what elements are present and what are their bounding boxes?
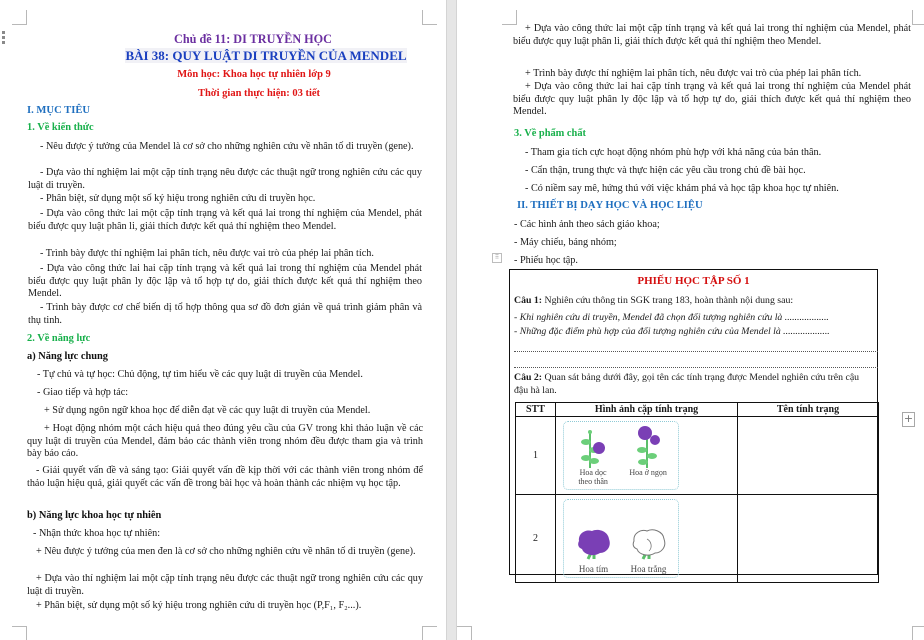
knowledge-item: - Dựa vào công thức lai hai cặp tính trạng và kết quả lai trong thí nghiệm của Mendel phát biểu được quy luật phân ly độc lập và tổ hợp tự do, giải thích được kết quả thí nghiệm theo Mendel. (28, 263, 422, 300)
trait-image-flower-position (563, 421, 679, 490)
knowledge-item: - Dựa vào công thức lai một cặp tính trạng và kết quả lai trong thí nghiệm của Mendel, phát biểu được quy luật phân li, giải thích được kết quả thí nghiệm theo Mendel. (28, 208, 422, 232)
question-1-blank-2[interactable]: - Những đặc điểm phù hợp của đối tượng nghiên cứu của Mendel là ................... (514, 326, 830, 337)
axial-flower-plant-icon (578, 428, 608, 468)
duration-line: Thời gian thực hiện: 03 tiết (197, 88, 321, 99)
column-header-image: Hình ảnh cặp tính trạng (556, 403, 738, 417)
subheading-science-competence: b) Năng lực khoa học tự nhiên (27, 510, 162, 521)
answer-line[interactable] (514, 367, 878, 368)
trait-name-cell[interactable] (738, 417, 879, 495)
general-competence-item: - Giao tiếp và hợp tác: (37, 387, 129, 398)
traits-table (515, 402, 879, 583)
science-competence-item: - Nhận thức khoa học tự nhiên: (33, 528, 161, 539)
terminal-flower-plant-icon (633, 424, 663, 468)
equipment-item: - Máy chiếu, bảng nhóm; (514, 237, 617, 248)
table-move-handle-icon[interactable]: ⠿ (492, 253, 502, 263)
table-row (516, 417, 879, 495)
row-number: 1 (516, 417, 556, 495)
knowledge-item: - Trình bày được cơ chế biến dị tổ hợp thông qua sơ đồ đơn giản về quá trình giảm phân và thụ tinh. (28, 302, 422, 326)
science-competence-item: + Trình bày được thí nghiệm lai phân tích, nêu được vai trò của phép lai phân tích. (525, 68, 862, 79)
subheading-general-competence: a) Năng lực chung (27, 351, 108, 362)
knowledge-item: - Nêu được ý tưởng của Mendel là cơ sở cho những nghiên cứu về nhân tố di truyền (gene). (40, 141, 414, 152)
worksheet-box (509, 269, 878, 575)
knowledge-item: - Dựa vào thí nghiệm lai một cặp tính trạng nêu được các thuật ngữ trong nghiên cứu các quy luật di truyền. (28, 167, 422, 191)
science-competence-item: + Nêu được ý tưởng của men đen là cơ sở cho những nghiên cứu về nhân tố di truyền (gene). (36, 546, 416, 557)
section-heading-equipment: II. THIẾT BỊ DẠY HỌC VÀ HỌC LIỆU (517, 200, 703, 211)
row-number: 2 (516, 495, 556, 583)
crop-mark-bottom-right (912, 626, 924, 640)
trait-name-cell[interactable] (738, 495, 879, 583)
worksheet-title: PHIẾU HỌC TẬP SỐ 1 (637, 275, 750, 287)
subheading-knowledge: 1. Về kiến thức (27, 122, 94, 133)
image-caption: Hoa ở ngọn (629, 468, 667, 477)
column-header-trait-name: Tên tính trạng (738, 403, 879, 417)
general-competence-item: + Hoạt động nhóm một cách hiệu quả theo đúng yêu cầu của GV trong khi thảo luận về các quy luật di truyền của Mendel, đảm bảo các thành viên trong nhóm đều được tham gia và trình bày báo cáo. (27, 423, 423, 460)
question-1-blank-1[interactable]: - Khi nghiên cứu di truyền, Mendel đã chọn đối tượng nghiên cứu là .................. (514, 312, 829, 323)
section-heading-objectives: I. MỤC TIÊU (27, 105, 91, 116)
crop-mark-bottom-left (12, 626, 27, 640)
white-flower-icon (629, 527, 669, 561)
lesson-title: BÀI 38: QUY LUẬT DI TRUYỀN CỦA MENDEL (125, 48, 407, 63)
page-gutter (446, 0, 457, 640)
crop-mark-top-right (912, 10, 924, 25)
purple-flower-icon (574, 527, 614, 561)
knowledge-item: - Phân biệt, sử dụng một số ký hiệu trong nghiên cứu di truyền học. (40, 193, 316, 204)
table-row (516, 495, 879, 583)
quality-item: - Tham gia tích cực hoạt động nhóm phù hợp với khả năng của bản thân. (525, 147, 822, 158)
topic-title: Chủ đề 11: DI TRUYỀN HỌC (174, 32, 332, 46)
knowledge-item: - Trình bày được thí nghiệm lai phân tích, nêu được vai trò của phép lai phân tích. (40, 248, 374, 259)
image-caption: Hoa tím (578, 564, 609, 574)
question-2-label: Câu 2: (514, 372, 543, 383)
subheading-competence: 2. Về năng lực (27, 333, 91, 344)
image-caption: Hoa dọc theo thân (578, 468, 608, 486)
add-column-button[interactable]: + (903, 412, 914, 425)
quality-item: - Có niềm say mê, hứng thú với việc khám phá và học tập khoa học tự nhiên. (525, 183, 839, 194)
science-competence-item: + Phân biệt, sử dụng một số ký hiệu trong nghiên cứu di truyền học (P,F₁, F₂...). (36, 600, 362, 611)
science-competence-item: + Dựa vào thí nghiệm lai một cặp tính trạng nêu được các thuật ngữ trong nghiên cứu các quy luật di truyền. (27, 573, 423, 597)
subject-line: Môn học: Khoa học tự nhiên lớp 9 (177, 69, 331, 80)
general-competence-item: - Giải quyết vấn đề và sáng tạo: Giải quyết vấn đề kịp thời với các thành viên trong nhóm để thảo luận hiệu quả, giải quyết các vấn đề trong bài học và hoàn thành các nhiệm vụ học tập. (27, 465, 423, 489)
crop-mark-top-left (12, 10, 27, 25)
science-competence-item: + Dựa vào công thức lai một cặp tính trạng và kết quả lai trong thí nghiệm của Mendel, phát biểu được quy luật phân li, giải thích được kết quả thí nghiệm theo Mendel. (513, 23, 911, 47)
general-competence-item: - Tự chủ và tự học: Chủ động, tự tìm hiểu về các quy luật di truyền của Mendel. (37, 369, 363, 380)
question-1-label: Câu 1: (514, 295, 543, 306)
quality-item: - Cẩn thận, trung thực và thực hiện các yêu cầu trong chủ đề bài học. (525, 165, 806, 176)
crop-mark-bottom-right (422, 626, 437, 640)
science-competence-item: + Dựa vào công thức lai hai cặp tính trạng và kết quả lai trong thí nghiệm của Mendel phát biểu được quy luật phân ly độc lập và tổ hợp tự do, giải thích được kết quả thí nghiệm theo Mendel. (513, 81, 911, 118)
image-caption: Hoa trắng (630, 564, 667, 574)
trait-image-flower-color (563, 499, 679, 578)
document-page-left (0, 0, 446, 640)
question-2-text: Quan sát bảng dưới đây, gọi tên các tính trạng được Mendel nghiên cứu trên cậu đậu hà lan. (514, 372, 860, 396)
equipment-item: - Các hình ảnh theo sách giáo khoa; (514, 219, 660, 230)
equipment-item: - Phiếu học tập. (514, 255, 578, 266)
crop-mark-top-right (422, 10, 437, 25)
column-header-stt: STT (516, 403, 556, 417)
crop-mark-bottom-left (457, 626, 472, 640)
general-competence-item: + Sử dụng ngôn ngữ khoa học để diễn đạt về các quy luật di truyền của Mendel. (44, 405, 371, 416)
answer-line[interactable] (514, 351, 878, 352)
question-1-text: Nghiên cứu thông tin SGK trang 183, hoàn thành nội dung sau: (542, 295, 794, 306)
subheading-qualities: 3. Về phẩm chất (514, 128, 586, 139)
